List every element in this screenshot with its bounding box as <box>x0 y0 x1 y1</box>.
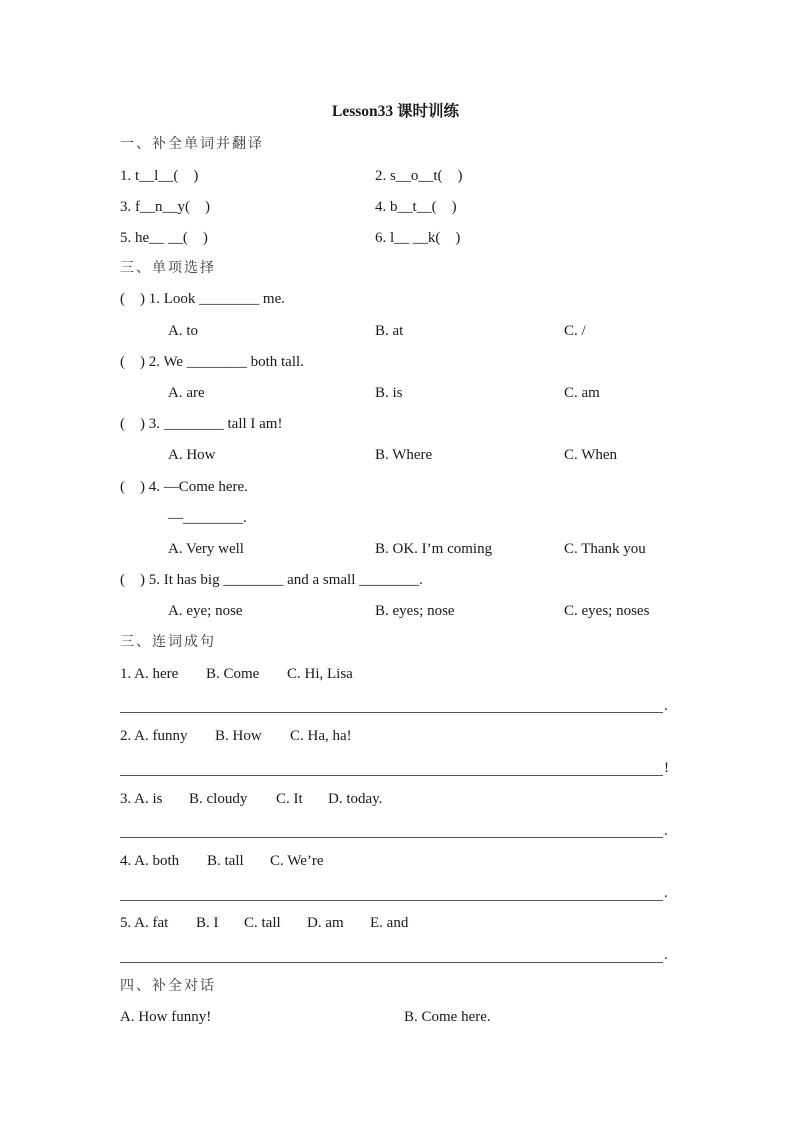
answer-line[interactable] <box>120 900 663 901</box>
option: B. at <box>375 323 404 339</box>
word-option: D. am <box>307 915 344 931</box>
word-option: 1. A. here <box>120 666 179 682</box>
word-item: 2. s__o__t( ) <box>375 168 463 184</box>
option: B. OK. I’m coming <box>375 541 493 557</box>
dialogue-option: B. Come here. <box>404 1009 491 1025</box>
answer-end-punctuation: ! <box>664 760 669 776</box>
word-option: C. Ha, ha! <box>290 728 352 744</box>
question-stem: ( ) 4. —Come here. <box>120 479 248 495</box>
option: A. Very well <box>168 541 244 557</box>
word-option: 5. A. fat <box>120 915 169 931</box>
page-title: Lesson33 课时训练 <box>332 103 460 120</box>
answer-line[interactable] <box>120 712 663 713</box>
word-option: E. and <box>370 915 409 931</box>
word-option: B. I <box>196 915 219 931</box>
question-stem: ( ) 5. It has big ________ and a small ________. <box>120 572 423 588</box>
option: B. Where <box>375 447 433 463</box>
option: A. are <box>168 385 205 401</box>
answer-end-punctuation: . <box>664 823 668 839</box>
option: C. eyes; noses <box>564 603 650 619</box>
word-item: 6. l__ __k( ) <box>375 230 461 246</box>
option: A. How <box>168 447 216 463</box>
section-heading-fill-words: 一、补全单词并翻译 <box>120 136 264 152</box>
section-heading-complete-dialogue: 四、补全对话 <box>120 978 216 994</box>
dialogue-option: A. How funny! <box>120 1009 212 1025</box>
word-option: C. We’re <box>270 853 324 869</box>
word-option: C. Hi, Lisa <box>287 666 353 682</box>
answer-end-punctuation: . <box>664 698 668 714</box>
answer-end-punctuation: . <box>664 885 668 901</box>
option: C. am <box>564 385 600 401</box>
word-item: 4. b__t__( ) <box>375 199 457 215</box>
word-option: B. Come <box>206 666 260 682</box>
word-option: 4. A. both <box>120 853 180 869</box>
option: C. When <box>564 447 618 463</box>
section-heading-multiple-choice: 三、单项选择 <box>120 260 216 276</box>
word-option: B. cloudy <box>189 791 248 807</box>
word-option: 2. A. funny <box>120 728 188 744</box>
word-option: C. tall <box>244 915 281 931</box>
section-heading-sentence-building: 三、连词成句 <box>120 634 216 650</box>
answer-end-punctuation: . <box>664 947 668 963</box>
question-stem-response: —________. <box>168 510 247 526</box>
question-stem: ( ) 2. We ________ both tall. <box>120 354 304 370</box>
word-option: B. tall <box>207 853 244 869</box>
option: C. / <box>564 323 586 339</box>
option: C. Thank you <box>564 541 646 557</box>
word-item: 3. f__n__y( ) <box>120 199 210 215</box>
word-option: 3. A. is <box>120 791 163 807</box>
answer-line[interactable] <box>120 962 663 963</box>
word-option: C. It <box>276 791 303 807</box>
question-stem: ( ) 3. ________ tall I am! <box>120 416 283 432</box>
word-option: B. How <box>215 728 262 744</box>
answer-line[interactable] <box>120 837 663 838</box>
answer-line[interactable] <box>120 775 663 776</box>
word-item: 1. t__l__( ) <box>120 168 199 184</box>
option: B. eyes; nose <box>375 603 455 619</box>
question-stem: ( ) 1. Look ________ me. <box>120 291 285 307</box>
option: A. eye; nose <box>168 603 243 619</box>
option: A. to <box>168 323 198 339</box>
option: B. is <box>375 385 403 401</box>
word-option: D. today. <box>328 791 383 807</box>
word-item: 5. he__ __( ) <box>120 230 208 246</box>
